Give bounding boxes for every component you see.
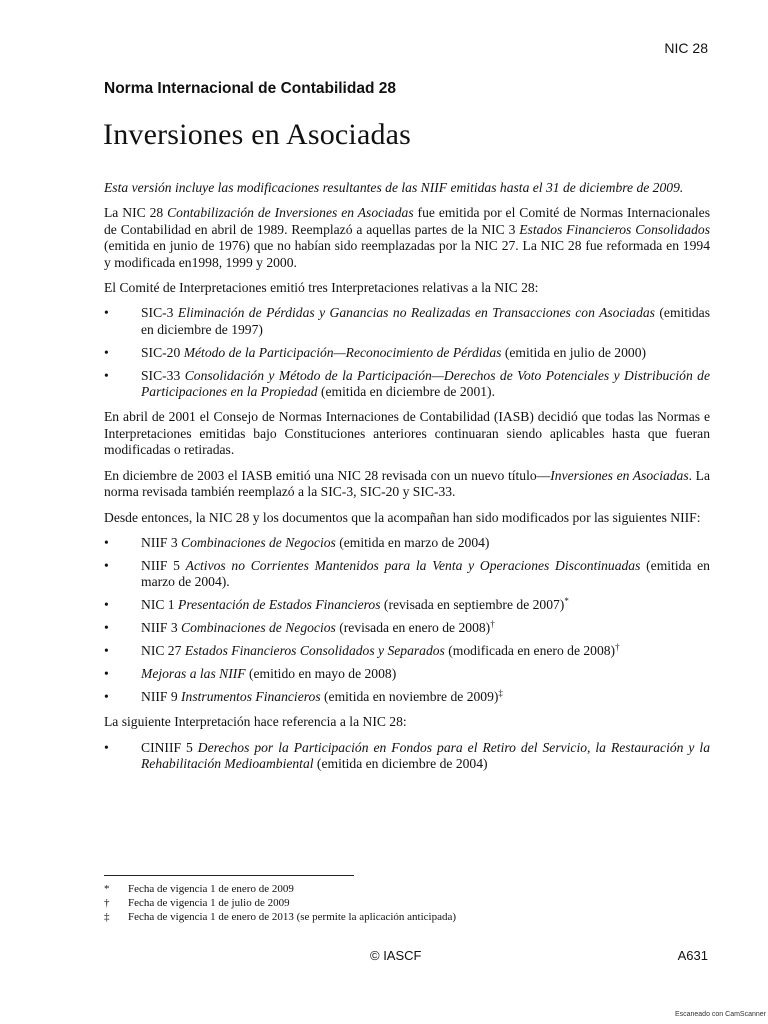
history-paragraph: La NIC 28 Contabilización de Inversiones en Asociadas fue emitida por el Comité de Normas Internacionales de Contabilidad en abril de 1989. Reemplazó a aquellas partes de la NIC 3 Estados Financieros Consolidados (emitida en junio de 1976) que no habían sido reemplazadas por la NIC 27. La NIC 28 fue reformada en 1994 y modificada en1998, 1999 y 2000. — [104, 205, 710, 270]
footnote-mark: * — [104, 883, 110, 895]
bullet-mark: • — [104, 367, 109, 383]
bullet-mark: • — [104, 739, 109, 755]
footnote-mark: † — [104, 897, 110, 909]
list-item: • NIIF 5 Activos no Corrientes Mantenidos para la Venta y Operaciones Discontinuadas (emitida en marzo de 2004). — [104, 557, 710, 590]
footnotes — [104, 882, 604, 924]
list-item: • NIC 1 Presentación de Estados Financieros (revisada en septiembre de 2007)* — [104, 596, 569, 613]
list-item: • CINIIF 5 Derechos por la Participación en Fondos para el Retiro del Servicio, la Restauración y la Rehabilitación Medioambiental (emitida en diciembre de 2004) — [104, 739, 710, 771]
interpretations-intro-paragraph: El Comité de Interpretaciones emitió tres Interpretaciones relativas a la NIC 28: — [104, 280, 539, 296]
list-item: • SIC-20 Método de la Participación—Reconocimiento de Pérdidas (emitida en julio de 2000) — [104, 344, 647, 360]
amendments-intro-paragraph: Desde entonces, la NIC 28 y los documentos que la acompañan han sido modificados por las siguientes NIIF: — [104, 509, 701, 525]
footnote-divider — [104, 875, 354, 876]
list-item: • SIC-33 Consolidación y Método de la Participación—Derechos de Voto Potenciales y Distribución de Participaciones en la Propiedad (emitida en diciembre de 2001). — [104, 367, 710, 400]
footnote: † Fecha de vigencia 1 de julio de 2009 — [104, 897, 290, 909]
interpretation-reference-paragraph: La siguiente Interpretación hace referencia a la NIC 28: — [104, 714, 407, 730]
list-item: • SIC-3 Eliminación de Pérdidas y Ganancias no Realizadas en Transacciones con Asociadas (emitidas en diciembre de 1997) — [104, 305, 710, 337]
list-item: • NIIF 3 Combinaciones de Negocios (revisada en enero de 2008)† — [104, 619, 495, 636]
footnote-ref: ‡ — [498, 687, 503, 698]
list-item: • Mejoras a las NIIF (emitido en mayo de 2008) — [104, 665, 397, 681]
page-number: A631 — [677, 948, 708, 963]
amendments-list — [104, 535, 710, 705]
bullet-mark: • — [104, 305, 109, 321]
bullet-mark: • — [104, 688, 109, 704]
bullet-mark: • — [104, 620, 109, 636]
bullet-mark: • — [104, 642, 109, 658]
footnote: ‡ Fecha de vigencia 1 de enero de 2013 (se permite la aplicación anticipada) — [104, 911, 457, 923]
bullet-mark: • — [104, 665, 109, 681]
bullet-mark: • — [104, 344, 109, 360]
bullet-mark: • — [104, 534, 109, 550]
footnote-ref: * — [564, 596, 569, 607]
copyright-notice: © IASCF — [370, 948, 422, 963]
footnote-mark: ‡ — [104, 911, 110, 923]
header-standard-code: NIC 28 — [664, 40, 708, 56]
list-item: • NIIF 9 Instrumentos Financieros (emitida en noviembre de 2009)‡ — [104, 687, 503, 704]
bullet-mark: • — [104, 597, 109, 613]
footnote-ref: † — [490, 619, 495, 630]
scanner-watermark: Escaneado con CamScanner — [674, 1011, 766, 1018]
revision-paragraph: En diciembre de 2003 el IASB emitió una NIC 28 revisada con un nuevo título—Inversiones en Asociadas. La norma revisada también reemplazó a la SIC-3, SIC-20 y SIC-33. — [104, 467, 711, 500]
intro-paragraph: Esta versión incluye las modificaciones resultantes de las NIIF emitidas hasta el 31 de diciembre de 2009. — [104, 180, 684, 195]
interpretations-list — [104, 740, 710, 773]
footnote-ref: † — [615, 641, 620, 652]
standard-label: Norma Internacional de Contabilidad 28 — [104, 80, 396, 97]
sic-list — [104, 305, 710, 400]
document-body — [104, 180, 710, 781]
list-item: • NIIF 3 Combinaciones de Negocios (emitida en marzo de 2004) — [104, 534, 490, 550]
footnote: * Fecha de vigencia 1 de enero de 2009 — [104, 883, 294, 895]
iasb-decision-paragraph: En abril de 2001 el Consejo de Normas Internaciones de Contabilidad (IASB) decidió que todas las Normas e Interpretaciones emitidas bajo Constituciones anteriores continuaran siendo aplicables hasta que fueran modificadas o retiradas. — [104, 409, 710, 458]
bullet-mark: • — [104, 557, 109, 573]
page-title: Inversiones en Asociadas — [103, 118, 412, 151]
list-item: • NIC 27 Estados Financieros Consolidados y Separados (modificada en enero de 2008)† — [104, 641, 620, 658]
